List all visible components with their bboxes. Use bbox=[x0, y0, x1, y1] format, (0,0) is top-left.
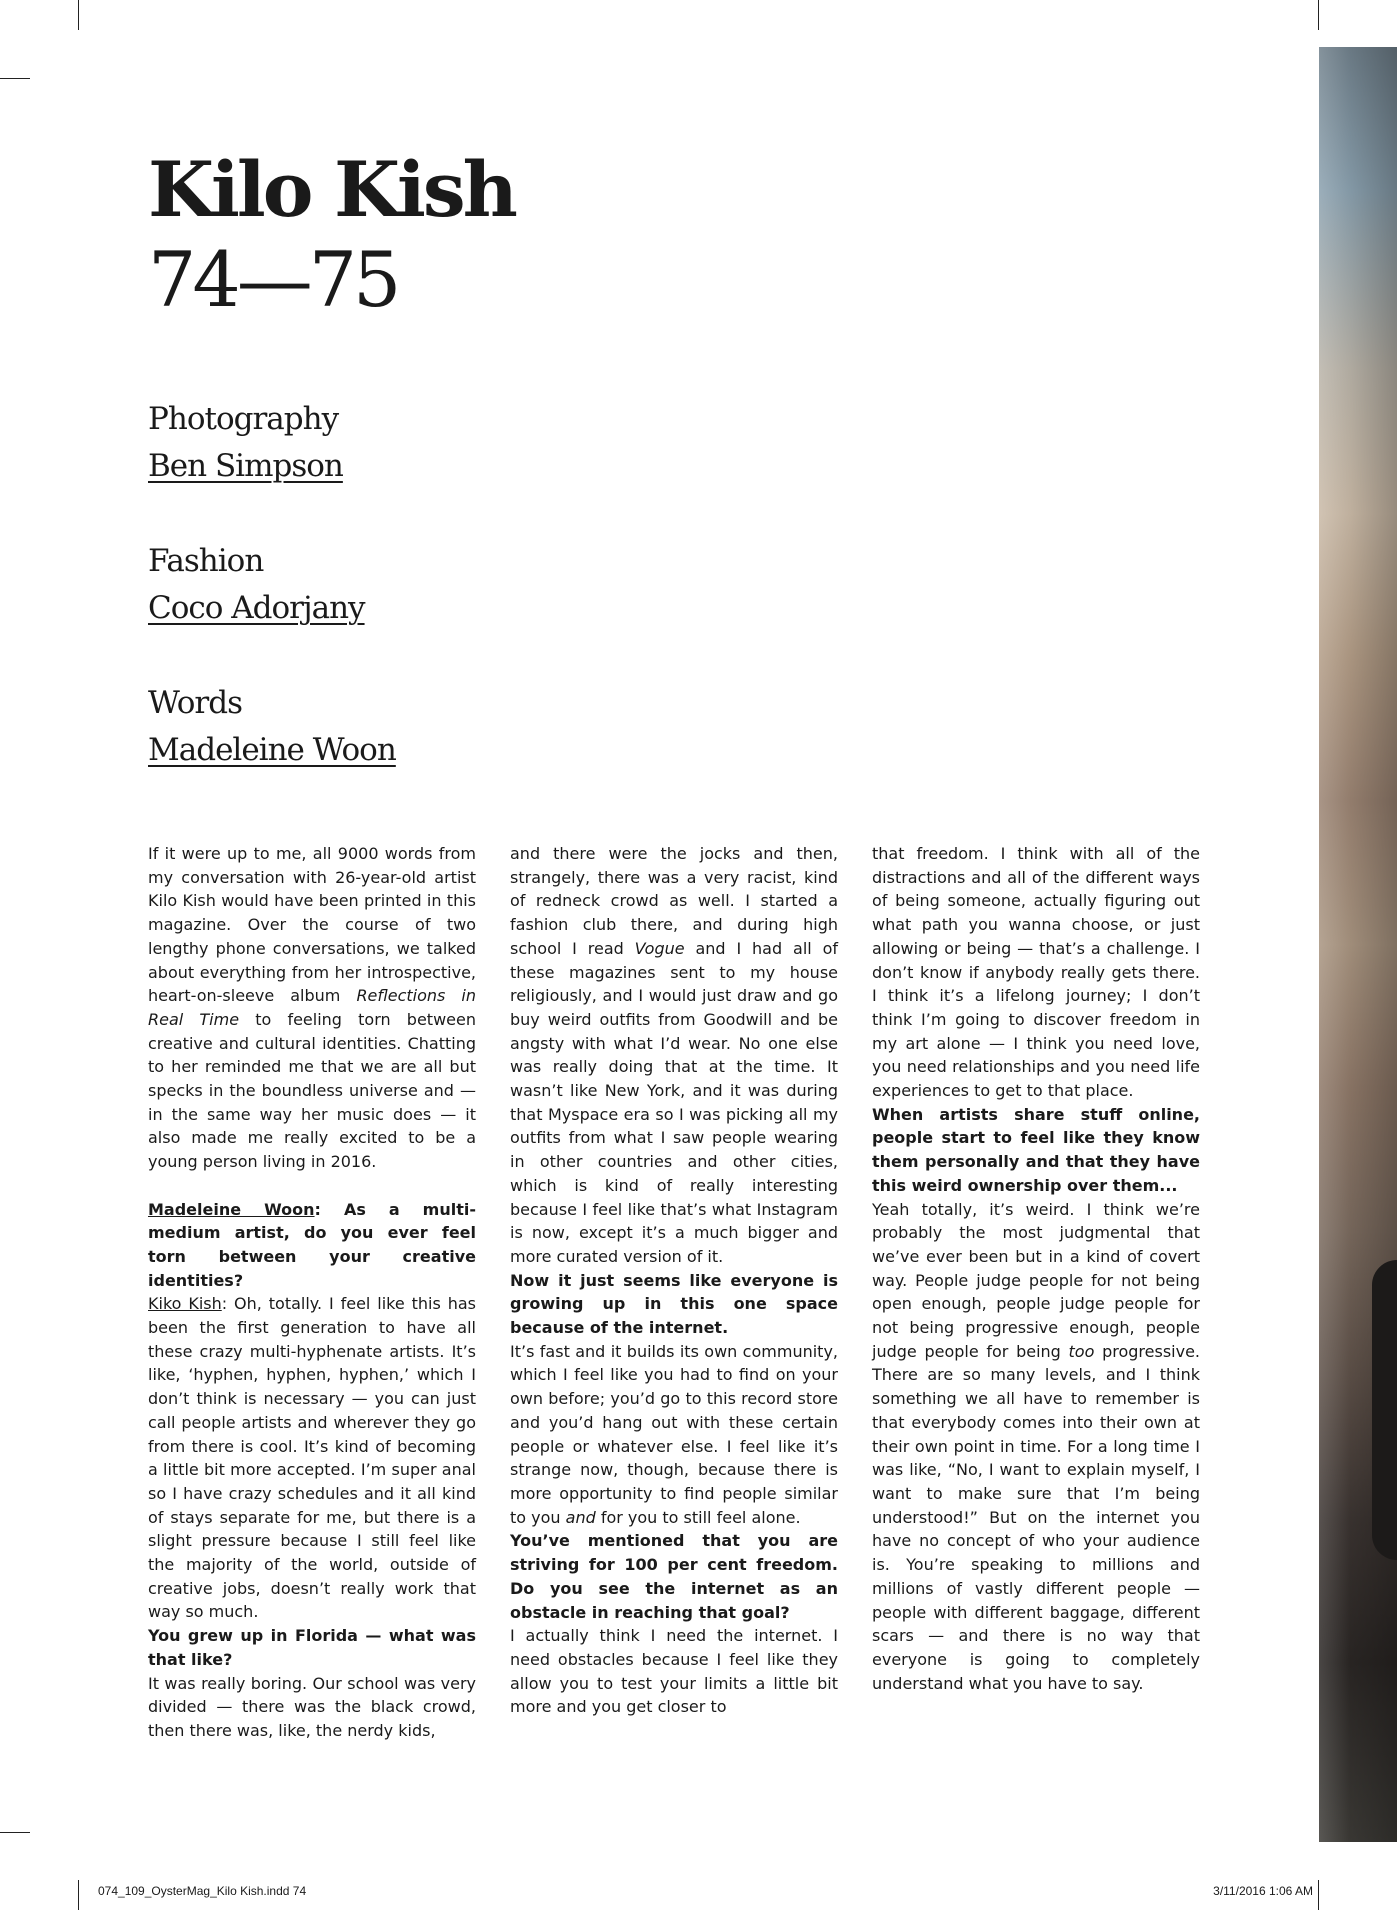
answer: It was really boring. Our school was very divided — there was the black crowd, then there was, like, the nerdy kids, bbox=[148, 1673, 476, 1740]
answer-text: and there were the jocks and then, strangely, there was a very racist, kind of redneck crowd as well. I started a fashion club there, and during high school I read bbox=[510, 844, 838, 958]
answer bbox=[148, 1292, 476, 1624]
credit-name: Madeleine Woon bbox=[148, 732, 396, 768]
question bbox=[148, 1198, 476, 1293]
credit-fashion bbox=[148, 538, 396, 632]
answer: I actually think I need the internet. I need obstacles because I feel like they allow you to test your limits a little bit more and you get closer to bbox=[510, 1626, 838, 1717]
answer bbox=[510, 842, 838, 1269]
emphasis: too bbox=[1068, 1341, 1095, 1361]
credit-name: Coco Adorjany bbox=[148, 590, 365, 626]
text-column-2 bbox=[510, 842, 838, 1719]
answer-text: : Oh, totally. I feel like this has been the first generation to have all these crazy multi-hyphenate artists. It’s like, ‘hyphen, hyphen, hyphen,’ which I don’t think is necessary — you can just call people artists and wherever they go from there is cool. It’s kind of becoming a little bit more accepted. I’m super anal so I have crazy schedules and it all kind of stays separate for me, but there is a slight pressure because I still feel like the majority of the world, outside of creative jobs, doesn’t really work that way so much. bbox=[148, 1294, 476, 1622]
interviewer-name: Madeleine Woon bbox=[148, 1199, 315, 1219]
credit-role: Photography bbox=[148, 401, 339, 437]
question: Now it just seems like everyone is growing up in this one space because of the internet. bbox=[510, 1270, 838, 1338]
crop-mark-bottom-right-vertical bbox=[1318, 1880, 1319, 1910]
emphasis: and bbox=[565, 1507, 596, 1527]
intro-text: If it were up to me, all 9000 words from my conversation with 26-year-old artist Kilo Kish would have been printed in this magazine. Over the course of two lengthy phone conversations, we talked about everything from her introspective, heart-on-sleeve album bbox=[148, 844, 476, 1006]
answer bbox=[510, 1340, 838, 1530]
question: You grew up in Florida — what was that like? bbox=[148, 1626, 476, 1669]
footer-file-info: 074_109_OysterMag_Kilo Kish.indd 74 bbox=[98, 1884, 307, 1898]
crop-mark-bottom-left-horizontal bbox=[0, 1832, 30, 1833]
article-title bbox=[148, 145, 515, 325]
album-title: Reflections in Real Time bbox=[148, 986, 476, 1029]
answer-text: It’s fast and it builds its own community, which I feel like you had to find on your own before; you’d go to this record store and you’d hang out with these certain people or whatever else. I feel like it’s strange now, though, because there is more opportunity to find people similar to you bbox=[510, 1341, 838, 1527]
crop-mark-top-left-vertical bbox=[78, 0, 79, 30]
crop-mark-top-right-vertical bbox=[1318, 0, 1319, 30]
crop-mark-bottom-left-vertical bbox=[78, 1880, 79, 1910]
magazine-title: Vogue bbox=[634, 938, 685, 958]
answer-text: progressive. There are so many levels, and I think something we all have to remember is that everybody comes into their own at their own point in time. For a long time I was like, “No, I want to explain myself, I want to make sure that I’m being understood!” But on the internet you have no concept of who your audience is. You’re speaking to millions and millions of vastly different people — people with different baggage, different scars — and there is no way that everyone is going to completely understand what you have to say. bbox=[872, 1341, 1201, 1693]
answer-text: and I had all of these magazines sent to my house religiously, and I would just draw and go buy weird outfits from Goodwill and be angsty with what I’d wear. No one else was really doing that at the time. It wasn’t like New York, and it was during that Myspace era so I was picking all my outfits from what I saw people wearing in other countries and other cities, which is kind of really interesting because I feel like that’s what Instagram is now, except it’s a much bigger and more curated version of it. bbox=[510, 938, 839, 1266]
question-text: : As a multi-medium artist, do you ever feel torn between your creative identities? bbox=[148, 1199, 476, 1290]
credit-words bbox=[148, 680, 396, 774]
question: You’ve mentioned that you are striving for 100 per cent freedom. Do you see the internet as an obstacle in reaching that goal? bbox=[510, 1531, 838, 1622]
credit-role: Fashion bbox=[148, 543, 264, 579]
title-name: Kilo Kish bbox=[148, 145, 515, 234]
credit-role: Words bbox=[148, 685, 242, 721]
credit-photography bbox=[148, 396, 396, 490]
answer-text: Yeah totally, it’s weird. I think we’re probably the most judgmental that we’ve ever been but in a kind of covert way. People judge people for not being open enough, people judge people for not being progressive enough, people judge people for being bbox=[872, 1199, 1200, 1361]
footer-timestamp: 3/11/2016 1:06 AM bbox=[1213, 1884, 1313, 1898]
text-column-3 bbox=[872, 842, 1200, 1695]
photo-strip bbox=[1319, 47, 1397, 1842]
photo-dark-shape bbox=[1372, 1260, 1397, 1560]
question: When artists share stuff online, people start to feel like they know them personally and that they have this weird ownership over them... bbox=[872, 1104, 1200, 1195]
title-page-range: 74—75 bbox=[148, 235, 398, 324]
answer bbox=[872, 1198, 1200, 1696]
answer: that freedom. I think with all of the distractions and all of the different ways of being someone, actually figuring out what path you wanna choose, or just allowing or being — that’s a challenge. I don’t know if anybody really gets there. I think it’s a lifelong journey; I don’t think I’m going to discover freedom in my art alone — I think you need love, you need relationships and you need life experiences to get to that place. bbox=[872, 844, 1200, 1101]
answer-text: for you to still feel alone. bbox=[595, 1507, 801, 1527]
text-column-1 bbox=[148, 842, 476, 1743]
intro-paragraph bbox=[148, 842, 476, 1174]
credits bbox=[148, 396, 396, 822]
intro-text: to feeling torn between creative and cultural identities. Chatting to her reminded me that we are all but specks in the boundless universe and — in the same way her music does — it also made me really excited to be a young person living in 2016. bbox=[148, 1009, 476, 1172]
crop-mark-top-left-horizontal bbox=[0, 78, 30, 79]
interviewee-name: Kiko Kish bbox=[148, 1294, 222, 1314]
credit-name: Ben Simpson bbox=[148, 448, 343, 484]
